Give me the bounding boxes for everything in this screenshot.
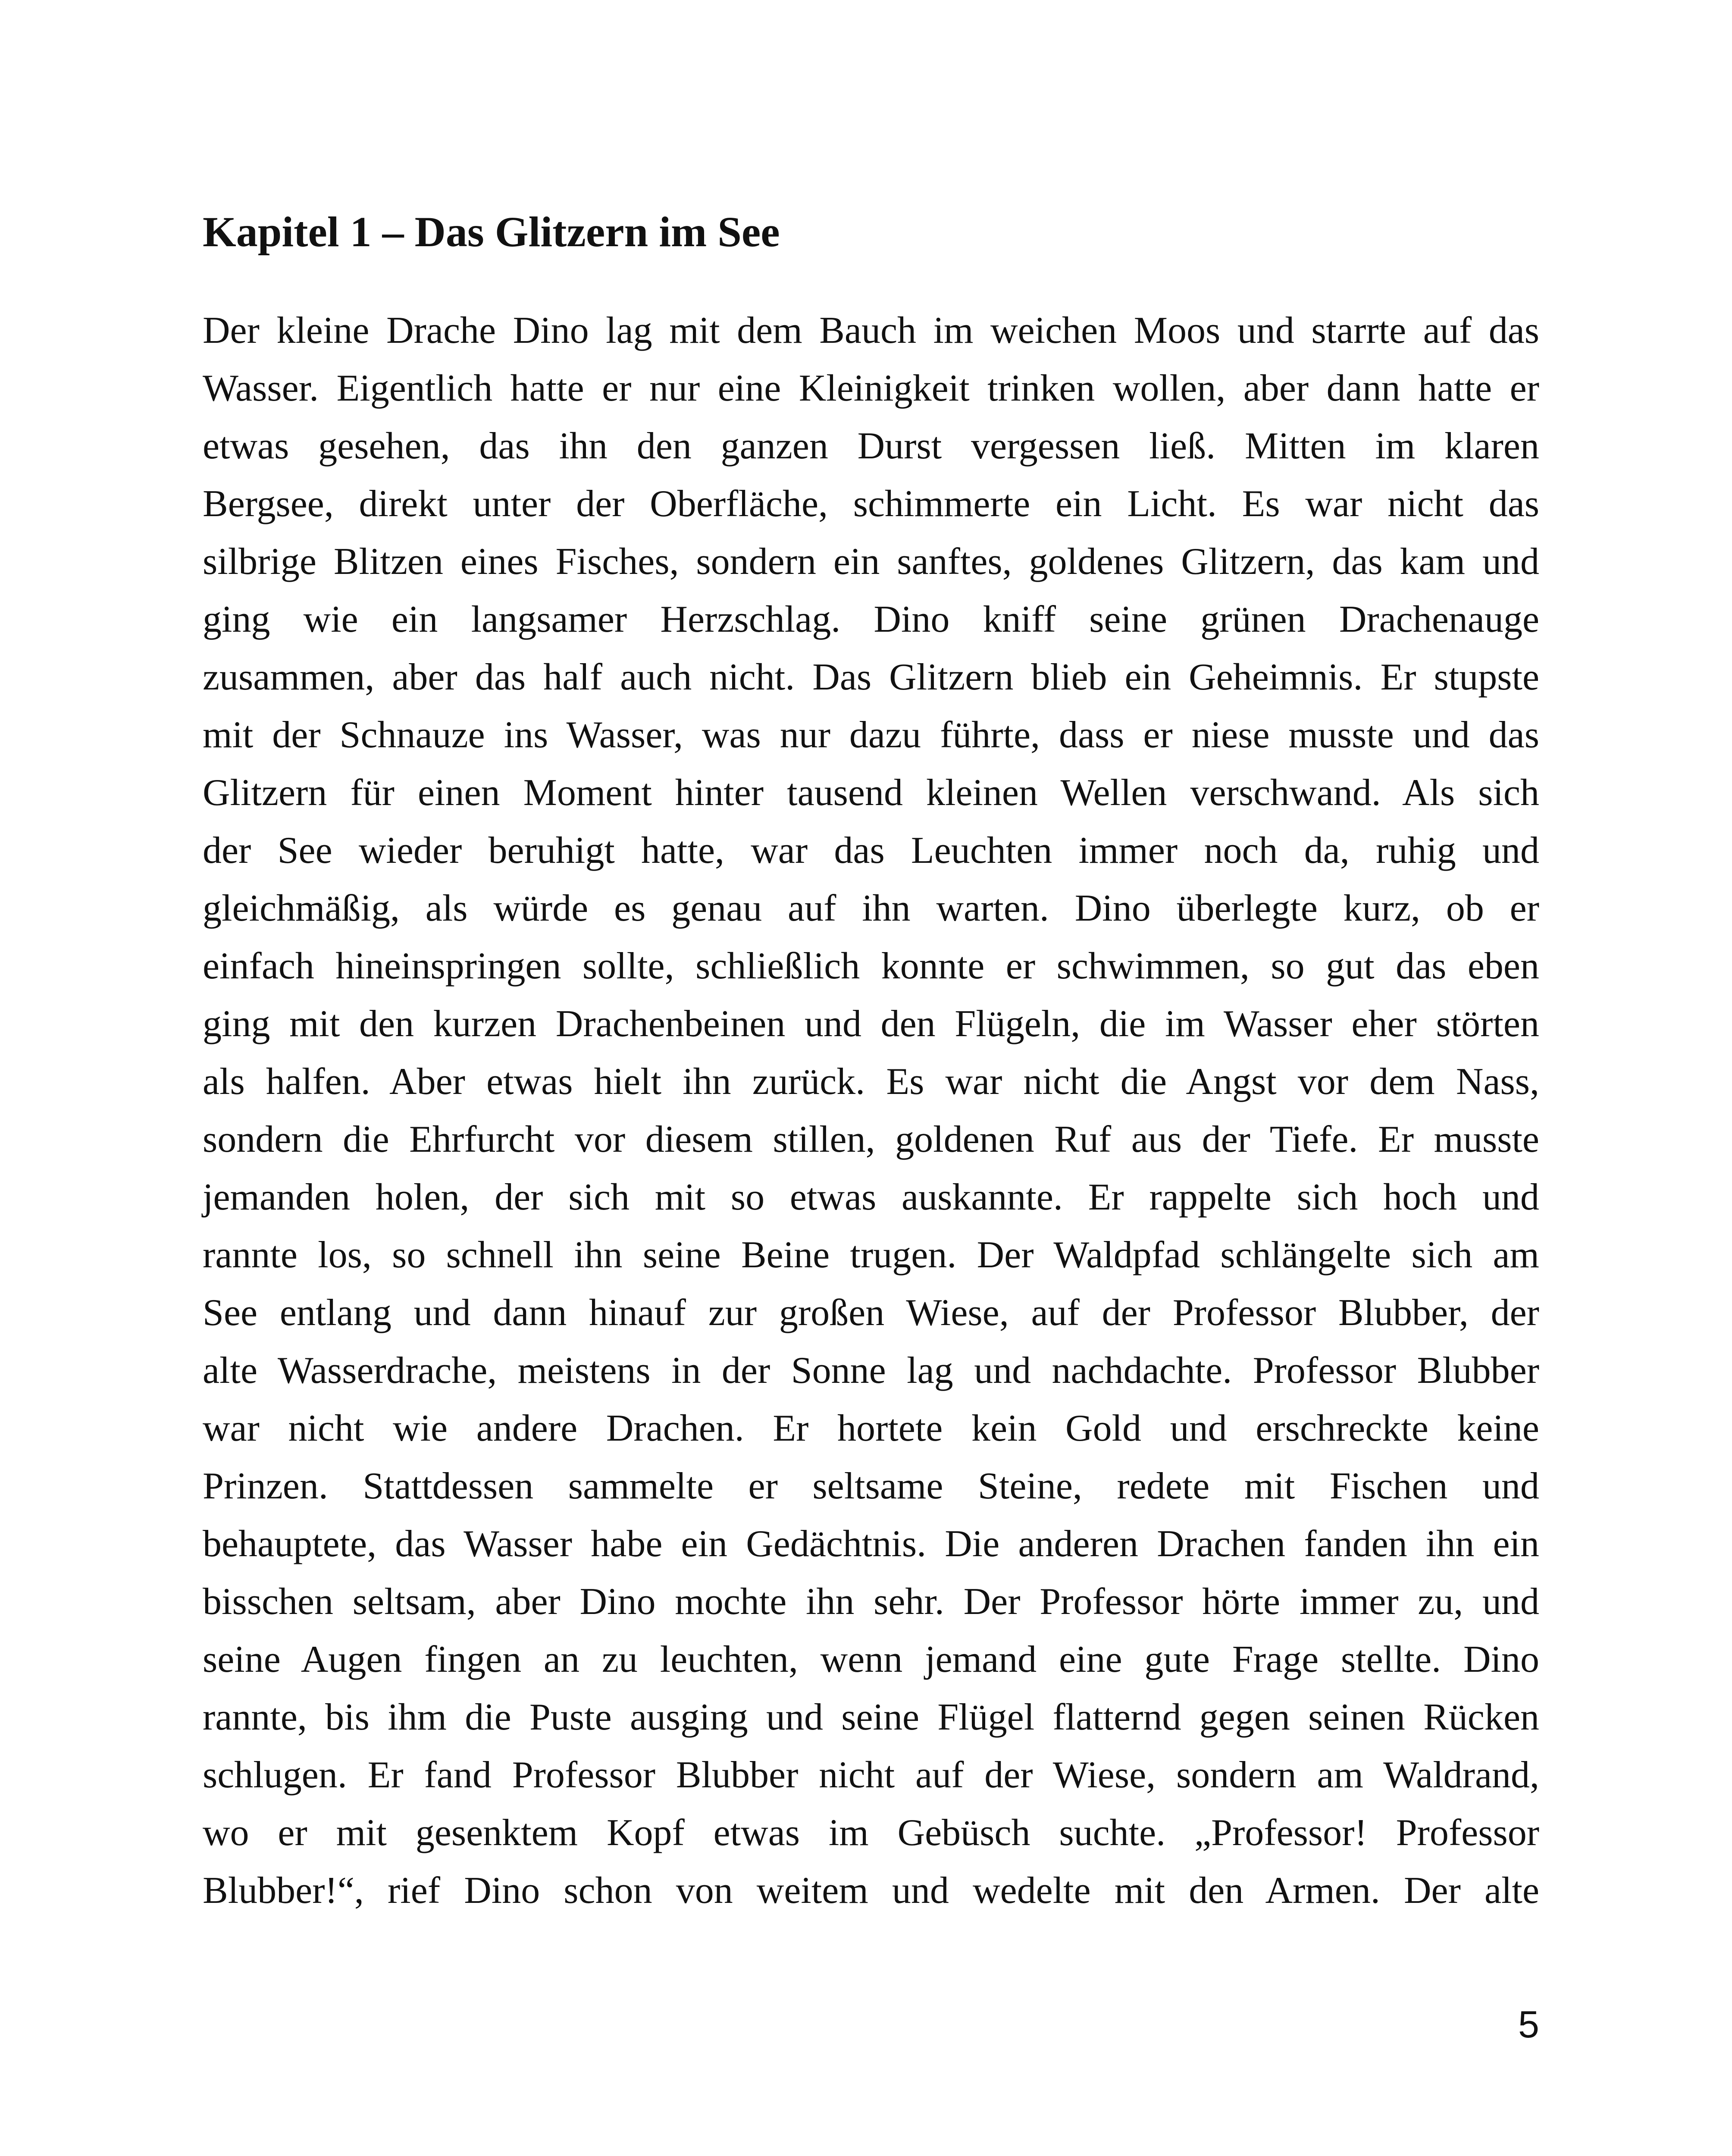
text-line: zusammen, aber das half auch nicht. Das Glitzern blieb ein Geheimnis. Er stupste bbox=[203, 656, 1539, 698]
text-line: Glitzern für einen Moment hinter tausend kleinen Wellen verschwand. Als sich bbox=[203, 772, 1539, 814]
text-line: ging mit den kurzen Drachenbeinen und den Flügeln, die im Wasser eher störten bbox=[203, 1003, 1539, 1045]
text-line: Blubber!“, rief Dino schon von weitem und wedelte mit den Armen. Der alte bbox=[203, 1870, 1539, 1912]
text-line: als halfen. Aber etwas hielt ihn zurück. Es war nicht die Angst vor dem Nass, bbox=[203, 1061, 1539, 1103]
text-line: alte Wasserdrache, meistens in der Sonne lag und nachdachte. Professor Blubber bbox=[203, 1350, 1539, 1391]
text-line: etwas gesehen, das ihn den ganzen Durst vergessen ließ. Mitten im klaren bbox=[203, 425, 1539, 467]
text-line: wo er mit gesenktem Kopf etwas im Gebüsch suchte. „Professor! Professor bbox=[203, 1812, 1539, 1854]
text-line: rannte, bis ihm die Puste ausging und seine Flügel flatternd gegen seinen Rücken bbox=[203, 1696, 1539, 1738]
text-line: rannte los, so schnell ihn seine Beine trugen. Der Waldpfad schlängelte sich am bbox=[203, 1234, 1539, 1276]
text-line: Prinzen. Stattdessen sammelte er seltsame Steine, redete mit Fischen und bbox=[203, 1465, 1539, 1507]
text-line: jemanden holen, der sich mit so etwas auskannte. Er rappelte sich hoch und bbox=[203, 1176, 1539, 1218]
chapter-body-text bbox=[203, 302, 1539, 1920]
text-line: ging wie ein langsamer Herzschlag. Dino kniff seine grünen Drachenauge bbox=[203, 599, 1539, 640]
text-line: sondern die Ehrfurcht vor diesem stillen, goldenen Ruf aus der Tiefe. Er musste bbox=[203, 1119, 1539, 1160]
text-line: der See wieder beruhigt hatte, war das Leuchten immer noch da, ruhig und bbox=[203, 830, 1539, 871]
text-line: mit der Schnauze ins Wasser, was nur dazu führte, dass er niese musste und das bbox=[203, 714, 1539, 756]
text-line: Wasser. Eigentlich hatte er nur eine Kleinigkeit trinken wollen, aber dann hatte er bbox=[203, 367, 1539, 409]
text-line: silbrige Blitzen eines Fisches, sondern ein sanftes, goldenes Glitzern, das kam und bbox=[203, 541, 1539, 583]
text-line: bisschen seltsam, aber Dino mochte ihn sehr. Der Professor hörte immer zu, und bbox=[203, 1581, 1539, 1623]
text-line: Bergsee, direkt unter der Oberfläche, schimmerte ein Licht. Es war nicht das bbox=[203, 483, 1539, 525]
text-line: See entlang und dann hinauf zur großen Wiese, auf der Professor Blubber, der bbox=[203, 1292, 1539, 1334]
text-line: einfach hineinspringen sollte, schließlich konnte er schwimmen, so gut das eben bbox=[203, 945, 1539, 987]
page-number: 5 bbox=[1518, 2003, 1539, 2046]
text-line: behauptete, das Wasser habe ein Gedächtnis. Die anderen Drachen fanden ihn ein bbox=[203, 1523, 1539, 1565]
text-line: Der kleine Drache Dino lag mit dem Bauch im weichen Moos und starrte auf das bbox=[203, 310, 1539, 351]
text-line: schlugen. Er fand Professor Blubber nicht auf der Wiese, sondern am Waldrand, bbox=[203, 1754, 1539, 1796]
text-line: war nicht wie andere Drachen. Er hortete kein Gold und erschreckte keine bbox=[203, 1407, 1539, 1449]
chapter-title: Kapitel 1 – Das Glitzern im See bbox=[203, 208, 780, 256]
text-line: seine Augen fingen an zu leuchten, wenn jemand eine gute Frage stellte. Dino bbox=[203, 1639, 1539, 1680]
text-line: gleichmäßig, als würde es genau auf ihn warten. Dino überlegte kurz, ob er bbox=[203, 887, 1539, 929]
